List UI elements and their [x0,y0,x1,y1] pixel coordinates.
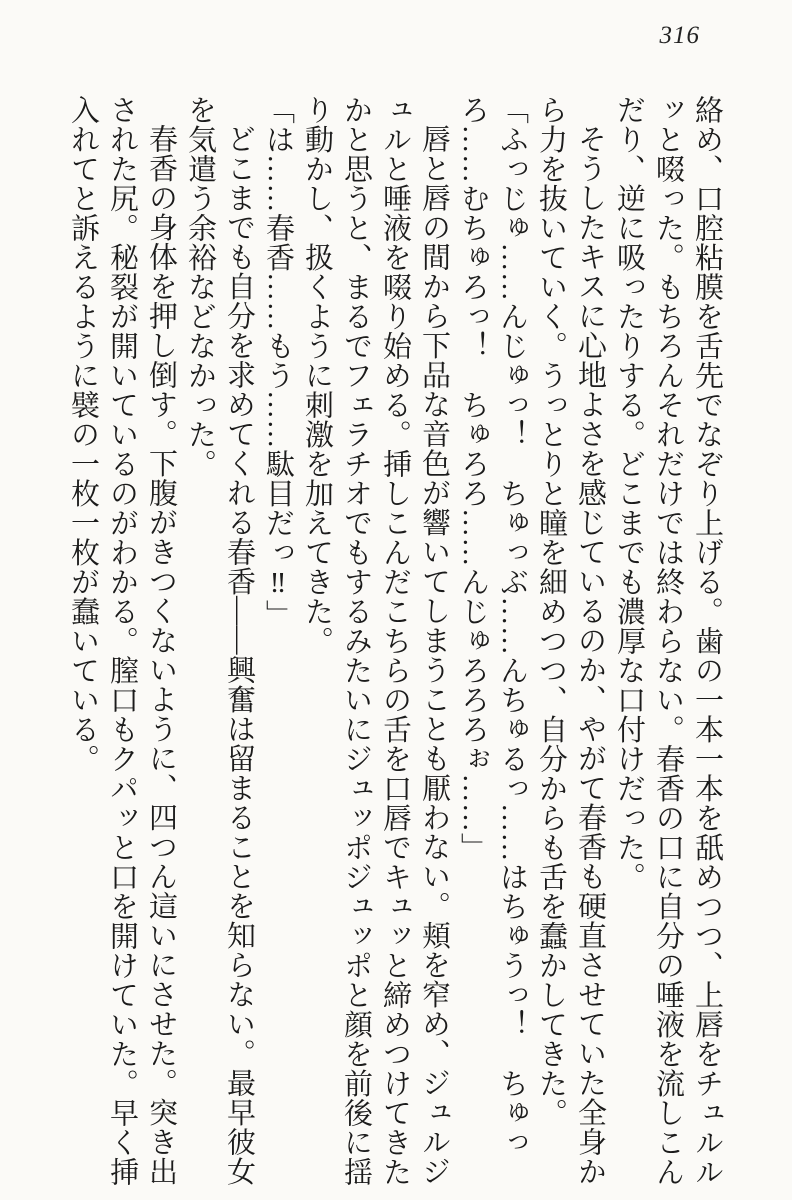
paragraph: 絡め、口腔粘膜を舌先でなぞり上げる。歯の一本一本を舐めつつ、上唇をチュルルッと啜った。もちろんそれだけでは終わらない。春香の口に自分の唾液を流しこんだり、逆に吸ったりする。どこまでも濃厚な口付けだった。 [613,95,723,1187]
paragraph: 春香の身体を押し倒す。下腹がきつくないように、四つん這いにさせた。突き出された尻。秘裂が開いているのがわかる。膣口もクパッと口を開けていた。早く挿入れてと訴えるように襞の一枚一枚が蠢いている。 [67,95,177,1187]
paragraph: どこまでも自分を求めてくれる春香――興奮は留まることを知らない。最早彼女を気遣う余裕などなかった。 [184,95,255,1186]
paragraph: 唇と唇の間から下品な音色が響いてしまうことも厭わない。頬を窄め、ジュルジュルと唾液を啜り始める。挿しこんだこちらの舌を口唇でキュッと締めつけてきたかと思うと、まるでフェラチオでもするみたいにジュッポジュッポと顔を前後に揺り動かし、扱くように刺激を加えてきた。 [301,95,450,1187]
paragraph-dialogue: 「ふっじゅ……んじゅっ！ ちゅっぶ……んちゅるっ……はちゅうっ！ ちゅっろ……むちゅろっ！ ちゅろろ……んじゅろろろぉ……」 [457,95,528,1157]
paragraph: そうしたキスに心地よさを感じているのか、やがて春香も硬直させていた全身から力を抜いていく。うっとりと瞳を細めつつ、自分からも舌を蠢かしてきた。 [535,95,606,1186]
body-text [63,95,726,1200]
paragraph-dialogue: 「は……春香……もう……駄目だっ‼」 [262,95,294,629]
page-number: 316 [659,22,700,49]
